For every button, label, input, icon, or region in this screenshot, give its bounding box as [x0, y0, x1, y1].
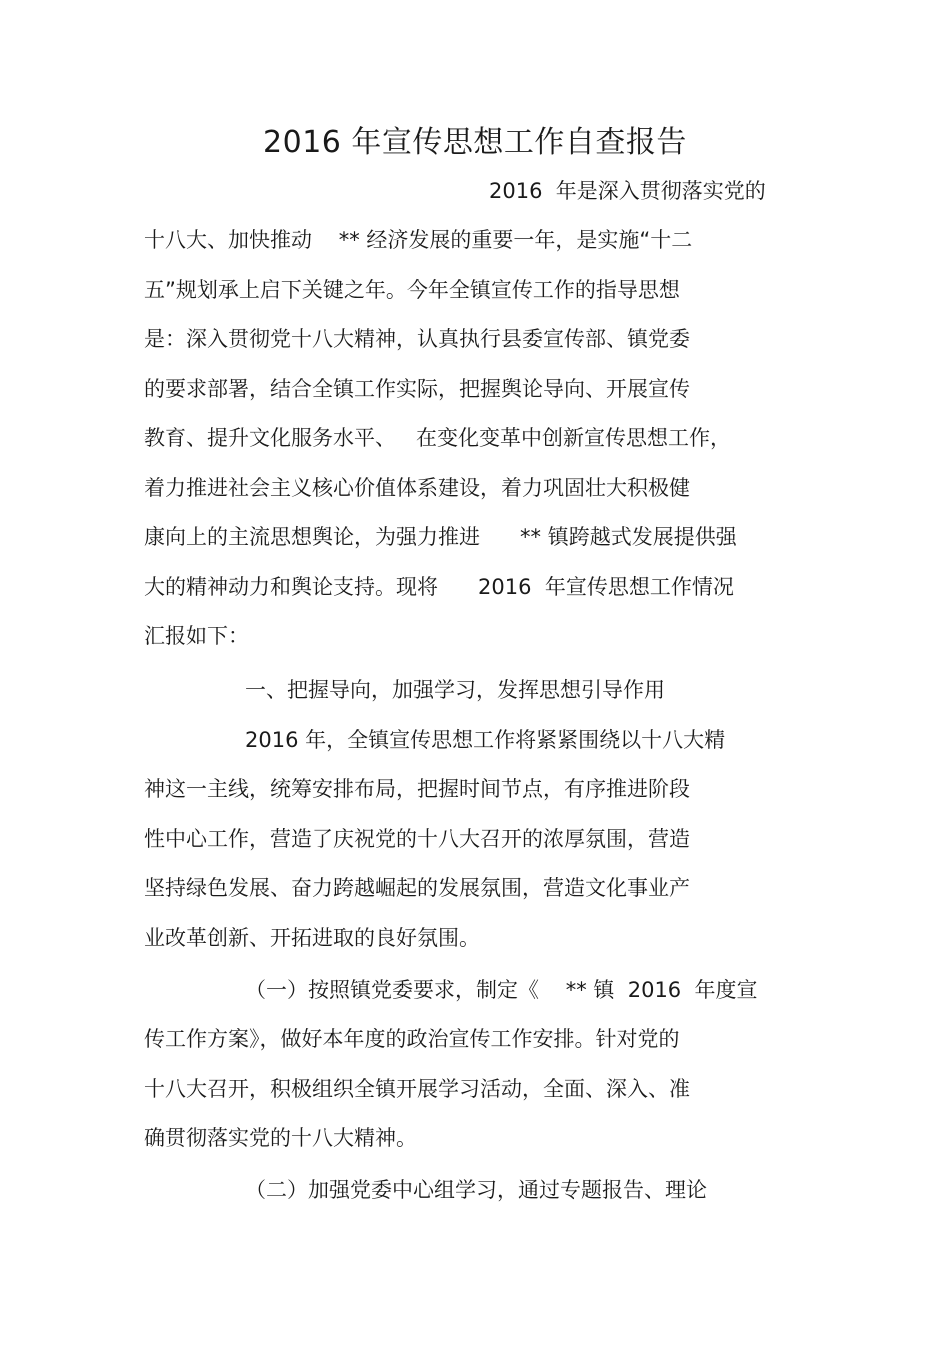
body-line-18: 传工作方案》，做好本年度的政治宣传工作安排。针对党的	[144, 1027, 680, 1051]
body-line-12: 2016 年，全镇宣传思想工作将紧紧围绕以十八大精	[245, 728, 726, 752]
body-line-10: 汇报如下：	[144, 624, 249, 648]
body-line-4: 是：深入贯彻党十八大精神，认真执行县委宣传部、镇党委	[144, 327, 690, 351]
body-line-8: 康向上的主流思想舆论，为强力推进 ** 镇跨越式发展提供强	[144, 525, 737, 549]
body-line-13: 神这一主线，统筹安排布局，把握时间节点，有序推进阶段	[144, 777, 690, 801]
subsection-2-line: （二）加强党委中心组学习，通过专题报告、理论	[245, 1178, 707, 1202]
body-line-16: 业改革创新、开拓进取的良好氛围。	[144, 926, 480, 950]
body-line-5: 的要求部署，结合全镇工作实际，把握舆论导向、开展宣传	[144, 377, 690, 401]
body-line-2: 十八大、加快推动 ** 经济发展的重要一年，是实施“十二	[144, 228, 693, 252]
body-line-19: 十八大召开，积极组织全镇开展学习活动，全面、深入、准	[144, 1077, 690, 1101]
document-title: 2016 年宣传思想工作自查报告	[263, 125, 687, 160]
body-line-14: 性中心工作，营造了庆祝党的十八大召开的浓厚氛围，营造	[144, 827, 690, 851]
subsection-1-line: （一）按照镇党委要求，制定《 ** 镇 2016 年度宣	[245, 978, 758, 1002]
body-line-3: 五”规划承上启下关键之年。今年全镇宣传工作的指导思想	[144, 278, 680, 302]
section-heading-1: 一、把握导向，加强学习，发挥思想引导作用	[245, 678, 665, 702]
body-line-6: 教育、提升文化服务水平、 在变化变革中创新宣传思想工作，	[144, 426, 732, 450]
body-line-15: 坚持绿色发展、奋力跨越崛起的发展氛围，营造文化事业产	[144, 876, 690, 900]
body-line-9: 大的精神动力和舆论支持。现将 2016 年宣传思想工作情况	[144, 575, 734, 599]
body-line-1: 2016 年是深入贯彻落实党的	[489, 179, 766, 203]
body-line-20: 确贯彻落实党的十八大精神。	[144, 1126, 417, 1150]
body-line-7: 着力推进社会主义核心价值体系建设，着力巩固壮大积极健	[144, 476, 690, 500]
